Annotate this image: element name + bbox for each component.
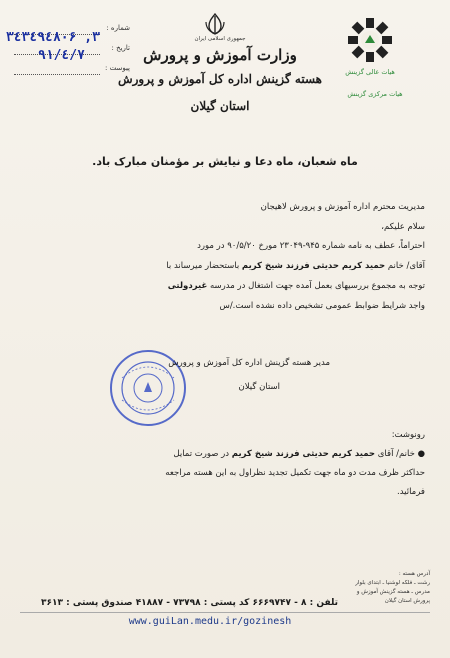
body-line-4: واجد شرایط ضوابط عمومی تشخیص داده نشده است./س bbox=[219, 301, 425, 311]
signature-province: استان گیلان bbox=[238, 382, 280, 392]
handwritten-date: ٩١/٤/٧ bbox=[38, 48, 85, 63]
cc-line-1 bbox=[40, 447, 425, 461]
subject-name: حمید کریم حدیثی فرزند شیخ کریم bbox=[241, 261, 386, 271]
school-type: غیردولتی bbox=[167, 281, 208, 291]
cc-line-2: حداکثر ظرف مدت دو ماه جهت تکمیل تجدید نظراول به این هسته مراجعه bbox=[165, 468, 425, 478]
ministry-title: وزارت آموزش و پرورش bbox=[143, 46, 297, 64]
gozinesh-logo-icon bbox=[346, 16, 394, 64]
attachment-label: پیوست : bbox=[105, 64, 130, 72]
logo-caption-1: هیات عالی گزینش bbox=[345, 68, 395, 76]
body-line-1: احتراماً، عطف به نامه شماره ۹۴۵-۲۳۰۴۹ مورخ ۹۰/۵/۲۰ در مورد bbox=[197, 241, 425, 251]
body-line-3 bbox=[40, 279, 425, 293]
attachment-dotline bbox=[14, 74, 100, 75]
cc-bullet: ● bbox=[417, 449, 425, 459]
line2-prefix: آقای/ خانم bbox=[387, 261, 425, 271]
cc-suffix: در صورت تمایل bbox=[173, 449, 230, 459]
greeting-line: ماه شعبان، ماه دعا و نیایش بر مؤمنان مبارک باد. bbox=[92, 155, 358, 168]
address-label: آدرس هسته : bbox=[398, 571, 430, 577]
logo-caption-2: هیات مرکزی گزینش bbox=[347, 90, 403, 98]
footer-divider bbox=[20, 612, 430, 613]
address-line-2: مدرس ـ هسته گزینش آموزش و bbox=[356, 589, 430, 595]
signature-title: مدیر هسته گزینش اداره کل آموزش و پرورش bbox=[168, 358, 330, 368]
footer-url[interactable]: www.guiLan.medu.ir/gozinesh bbox=[128, 616, 292, 627]
cc-subject-name: حمید کریم حدیثی فرزند شیخ کریم bbox=[231, 449, 376, 459]
body-line-2 bbox=[40, 259, 425, 273]
line3-text: توجه به مجموع بررسیهای بعمل آمده جهت اشتغال در مدرسه bbox=[209, 281, 425, 291]
cc-line-3: فرمائید. bbox=[397, 487, 425, 497]
department-subtitle: هسته گزینش اداره کل آموزش و پرورش bbox=[117, 72, 323, 86]
line2-suffix: باستحضار میرساند با bbox=[166, 261, 240, 271]
number-label: شماره : bbox=[106, 24, 130, 32]
address-line-1: رشت ـ فلکه لوشنیا ـ ابتدای بلوار bbox=[355, 580, 430, 586]
cc-prefix: خانم/ آقای bbox=[377, 449, 415, 459]
address-line-3: پرورش استان گیلان bbox=[384, 598, 430, 604]
republic-label: جمهوری اسلامی ایران bbox=[194, 36, 246, 42]
footer-contact: تلفن : ۸ - ۶۶۶۹۷۴۷ کد پستی : ۷۳۷۹۸ - ۴۱۸۸۷ صندوق پستی : ۳۶۱۳ bbox=[41, 598, 338, 608]
handwritten-number: ٣٤٣٤٩٤٨٠۶ ,٣ bbox=[6, 30, 100, 45]
cc-label: رونوشت: bbox=[391, 430, 425, 440]
province-subtitle: استان گیلان bbox=[190, 99, 250, 113]
addressee: مدیریت محترم اداره آموزش و پرورش لاهیجان bbox=[260, 202, 425, 212]
date-label: تاریخ : bbox=[111, 44, 130, 52]
iran-emblem-icon bbox=[202, 12, 228, 36]
salutation: سلام علیکم، bbox=[381, 222, 425, 232]
